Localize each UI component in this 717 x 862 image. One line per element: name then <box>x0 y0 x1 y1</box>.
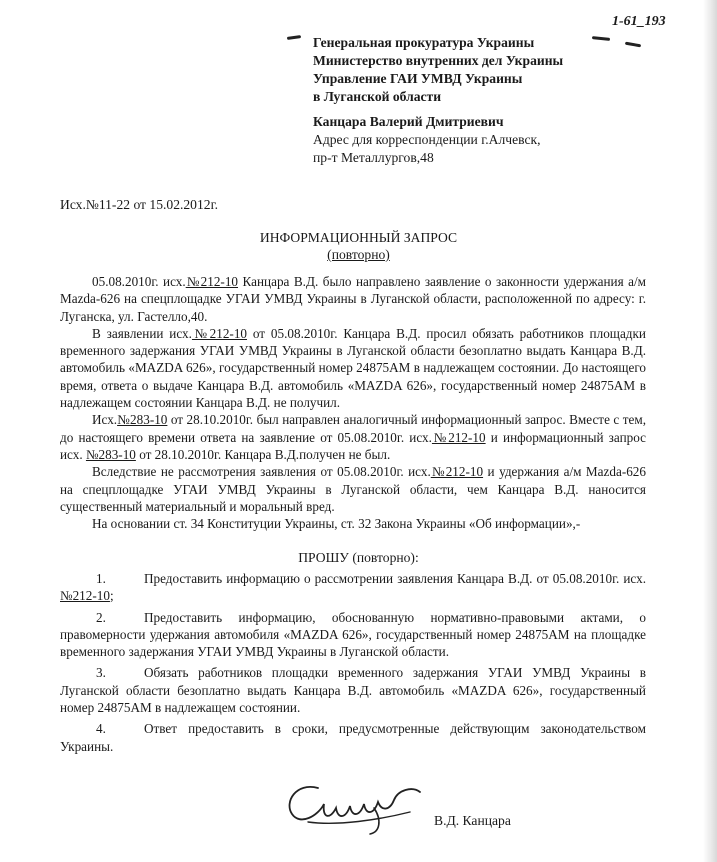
request-items <box>60 570 646 759</box>
body-paragraph: 05.08.2010г. исх.№212-10 Канцара В.Д. было направлено заявление о законности удержания а/м Mazda-626 на спецплощадке УГАИ УМВД Украины в Луганской области, расположенной по адресу: г. Луганска, ул. Гастелло,40. <box>60 274 646 324</box>
document-id: 1-61_193 <box>612 14 666 29</box>
scan-mark-far-right <box>625 42 641 48</box>
addressee-line: Генеральная прокуратура Украины <box>313 35 535 50</box>
document-title-block <box>0 229 717 263</box>
handwritten-signature <box>278 768 428 836</box>
document-body <box>60 273 646 532</box>
request-item: 4. Ответ предоставить в сроки, предусмотренные действующим законодательством Украины. <box>60 721 646 754</box>
scan-mark-left <box>287 35 301 40</box>
addressee-line: в Луганской области <box>313 89 442 104</box>
ref-number: №212-10 <box>60 588 110 604</box>
outgoing-reference: Исх.№11-22 от 15.02.2012г. <box>60 197 219 212</box>
document-title: ИНФОРМАЦИОННЫЙ ЗАПРОС <box>259 230 458 245</box>
ref-number: №212-10 <box>185 274 239 289</box>
request-item: 3. Обязать работников площадки временного задержания УГАИ УМВД Украины в Луганской области безоплатно выдать Канцара В.Д. автомобиль «MAZDA 626», государственный номер 24875АМ в надлежащем состоянии. <box>60 665 646 716</box>
ref-number: №283-10 <box>117 412 168 428</box>
addressee-block <box>313 34 563 106</box>
ref-number: №283-10 <box>85 446 136 462</box>
ref-number: №212-10 <box>191 325 248 341</box>
addressee-line: Управление ГАИ УМВД Украины <box>313 71 523 86</box>
document-subtitle: (повторно) <box>327 247 390 262</box>
sender-address-line: пр-т Металлургов,48 <box>313 150 434 165</box>
sender-name: Канцара Валерий Дмитриевич <box>313 114 504 129</box>
sender-block <box>313 113 540 167</box>
signer-name: В.Д. Канцара <box>434 813 511 828</box>
ref-number: №212-10 <box>431 429 486 445</box>
request-heading: ПРОШУ (повторно): <box>298 550 419 565</box>
body-paragraph: В заявлении исх.№212-10 от 05.08.2010г. Канцара В.Д. просил обязать работников площадки временного задержания УГАИ УМВД Украины в Луганской области безоплатно выдать Канцара В.Д. автомобиль «MAZDA 626», государственный номер 24875АМ в надлежащем состоянии. До настоящего время, ответа о выдаче Канцара В.Д. автомобиль «MAZDA 626», государственный номер 24875АМ в надлежащем состоянии Канцара В.Д. не получил. <box>60 325 646 411</box>
request-item: 1. Предоставить информацию о рассмотрении заявления Канцара В.Д. от 05.08.2010г. исх.№212-10; <box>60 571 646 604</box>
sender-address-line: Адрес для корреспонденции г.Алчевск, <box>313 132 541 147</box>
body-paragraph: Исх.№283-10 от 28.10.2010г. был направлен аналогичный информационный запрос. Вместе с тем, до настоящего времени ответа на заявление от 05.08.2010г. исх.№212-10 и информационный запрос исх. №283-10 от 28.10.2010г. Канцара В.Д.получен не был. <box>60 412 647 462</box>
body-paragraph: На основании ст. 34 Конституции Украины, ст. 32 Закона Украины «Об информации»,- <box>92 516 581 532</box>
addressee-line: Министерство внутренних дел Украины <box>313 53 564 68</box>
body-paragraph: Вследствие не рассмотрения заявления от 05.08.2010г. исх.№212-10 и удержания а/м Mazda-626 на спецплощадке УГАИ УМВД Украины в Луганской области, чем Канцара В.Д. наносится существенный материальный и моральный вред. <box>60 464 646 514</box>
request-item: 2. Предоставить информацию, обоснованную нормативно-правовыми актами, о правомерности удержания автомобиля «MAZDA 626», государственный номер 24875АМ на площадке временного задержания УГАИ УМВД Украины в Луганской области. <box>60 609 646 660</box>
ref-number: №212-10 <box>430 464 484 480</box>
scan-mark-right <box>592 36 610 41</box>
scan-edge-shadow <box>703 0 717 862</box>
